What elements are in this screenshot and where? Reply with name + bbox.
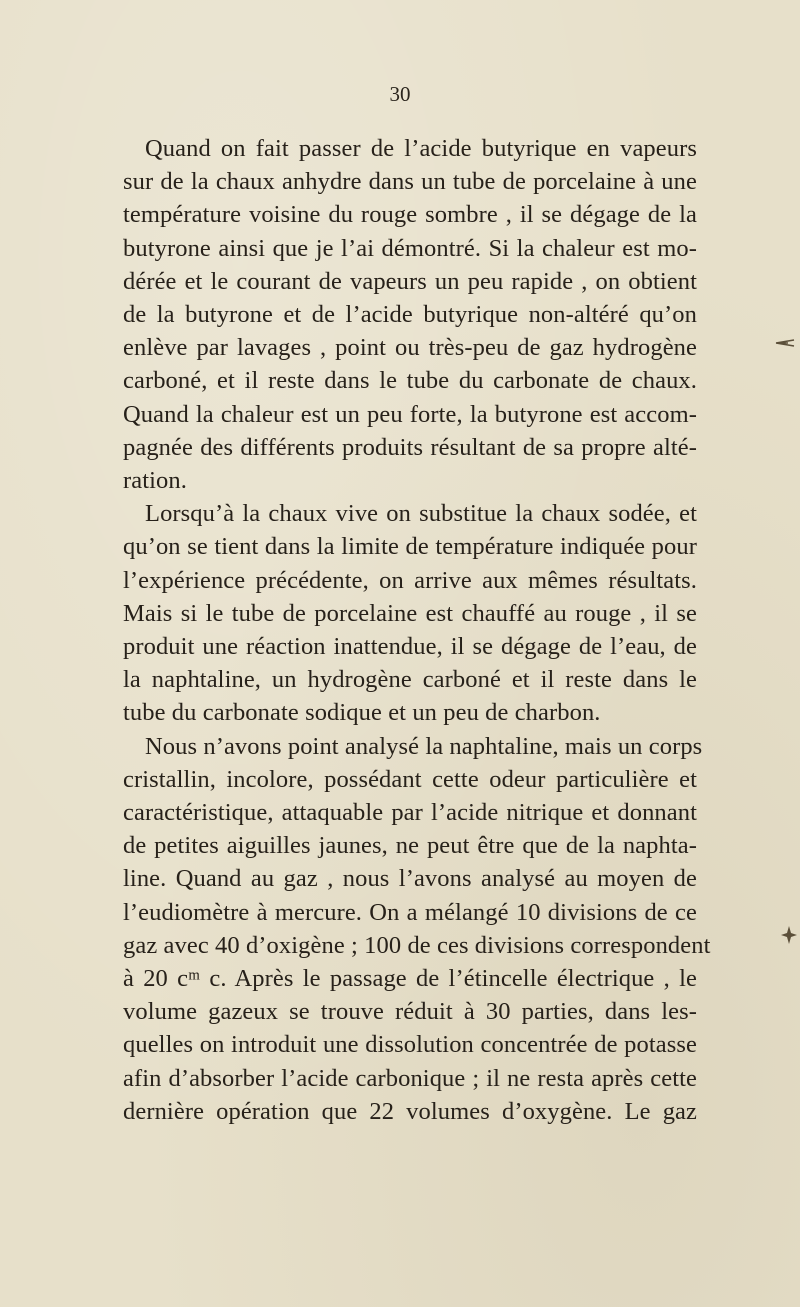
page-number: 30: [389, 82, 411, 106]
text-line: Mais si le tube de porcelaine est chauffé au rouge , il se: [123, 599, 697, 627]
text-line: Quand la chaleur est un peu forte, la butyrone est accom-: [123, 400, 697, 428]
text-line: quelles on introduit une dissolution concentrée de potasse: [123, 1031, 697, 1059]
text-line: ration.: [123, 467, 187, 495]
text-line: de petites aiguilles jaunes, ne peut être que de la naphta-: [123, 832, 697, 860]
text-line: qu’on se tient dans la limite de température indiquée pour: [123, 533, 697, 561]
text-line: de la butyrone et de l’acide butyrique non-altéré qu’on: [123, 301, 697, 329]
text-line: gaz avec 40 d’oxigène ; 100 de ces divisions correspondent: [123, 931, 711, 959]
text-line: température voisine du rouge sombre , il se dégage de la: [123, 201, 697, 229]
paragraph-butyrone-chaux-anhydre: [101, 132, 697, 497]
text-line: Nous n’avons point analysé la naphtaline, mais un corps: [145, 732, 703, 760]
text-line: dernière opération que 22 volumes d’oxygène. Le gaz: [123, 1097, 697, 1125]
text-line: afin d’absorber l’acide carbonique ; il ne resta après cette: [123, 1064, 697, 1092]
text-line: la naphtaline, un hydrogène carboné et il reste dans le: [123, 666, 697, 694]
text-line: carboné, et il reste dans le tube du carbonate de chaux.: [123, 367, 697, 395]
paragraph-analyse-gaz: [101, 730, 711, 1128]
margin-star-mark-icon: [780, 924, 798, 946]
text-line: dérée et le courant de vapeurs un peu rapide , on obtient: [123, 267, 697, 295]
text-line: à 20 cᵐ c. Après le passage de l’étincelle électrique , le: [123, 965, 697, 993]
text-line: pagnée des différents produits résultant de sa propre alté-: [123, 433, 697, 461]
body-text: [101, 132, 711, 1128]
text-line: Lorsqu’à la chaux vive on substitue la chaux sodée, et: [145, 500, 697, 528]
text-line: volume gazeux se trouve réduit à 30 parties, dans les-: [123, 998, 697, 1026]
text-line: cristallin, incolore, possédant cette odeur particulière et: [123, 765, 697, 793]
text-line: line. Quand au gaz , nous l’avons analysé au moyen de: [123, 865, 697, 893]
text-line: sur de la chaux anhydre dans un tube de porcelaine à une: [123, 168, 697, 196]
text-line: l’expérience précédente, on arrive aux mêmes résultats.: [123, 566, 697, 594]
margin-arrow-mark-icon: [774, 336, 796, 350]
paragraph-chaux-sodee: [101, 497, 697, 729]
text-line: Quand on fait passer de l’acide butyrique en vapeurs: [145, 135, 697, 162]
text-line: produit une réaction inattendue, il se dégage de l’eau, de: [123, 633, 697, 661]
text-line: butyrone ainsi que je l’ai démontré. Si la chaleur est mo-: [123, 234, 697, 262]
text-line: enlève par lavages , point ou très-peu de gaz hydrogène: [123, 334, 697, 362]
text-line: l’eudiomètre à mercure. On a mélangé 10 divisions de ce: [123, 898, 697, 926]
text-line: tube du carbonate sodique et un peu de charbon.: [123, 699, 601, 727]
text-line: caractéristique, attaquable par l’acide nitrique et donnant: [123, 799, 697, 827]
